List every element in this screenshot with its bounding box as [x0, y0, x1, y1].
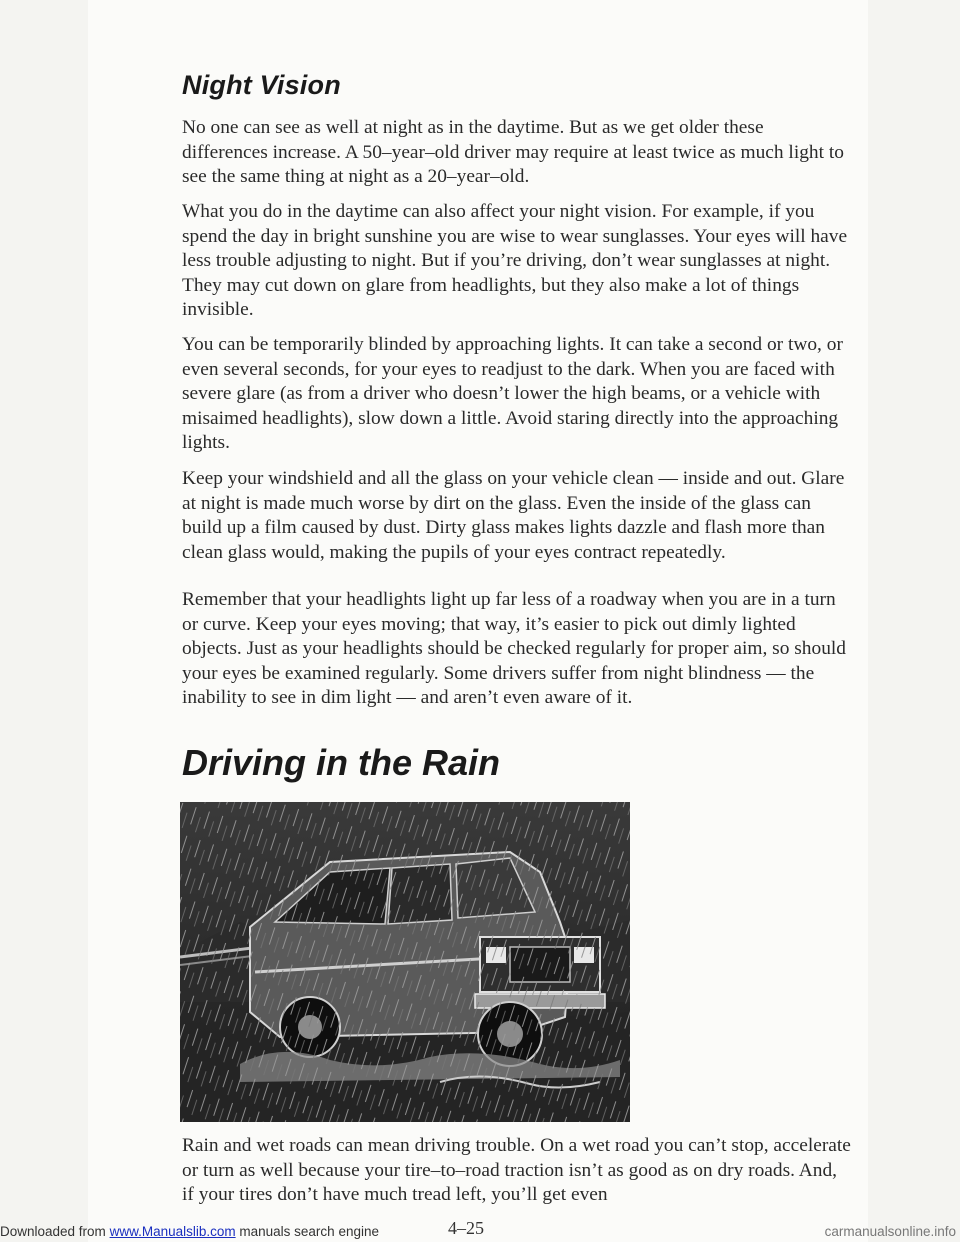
footer-suffix: manuals search engine: [239, 1224, 379, 1239]
rain-driving-illustration: [180, 802, 630, 1122]
paragraph: No one can see as well at night as in the daytime. But as we get older these differences increase. A 50–year–old driver may require at least twice as much light to see the same thing at night as a 20–year–old.: [182, 117, 844, 188]
download-footer: [0, 1224, 379, 1239]
paragraph: What you do in the daytime can also affect your night vision. For example, if you spend the day in bright sunshine you are wise to wear sunglasses. Your eyes will have less trouble adjusting to night. But if you’re driving, don’t wear sunglasses at night. They may cut down on glare from headlights, but they also make a lot of things invisible.: [182, 201, 848, 321]
section-heading-driving-in-rain: Driving in the Rain: [182, 742, 501, 783]
paragraph: Keep your windshield and all the glass on your vehicle clean — inside and out. Glare at night is made much worse by dirt on the glass. Even the inside of the glass can build up a film caused by dust. Dirty glass makes lights dazzle and flash more than clean glass would, making the pupils of your eyes contract repeatedly.: [182, 468, 845, 563]
paragraph: Rain and wet roads can mean driving trouble. On a wet road you can’t stop, accelerate or turn as well because your tire–to–road traction isn’t as good as on dry roads. And, if your tires don’t have much tread left, you’ll get even: [182, 1135, 851, 1206]
section-heading-night-vision: Night Vision: [182, 70, 341, 100]
footer-prefix: Downloaded from: [0, 1224, 106, 1239]
page-number: 4–25: [448, 1218, 484, 1238]
paragraph: You can be temporarily blinded by approaching lights. It can take a second or two, or even several seconds, for your eyes to readjust to the dark. When you are faced with severe glare (as from a driver who doesn’t lower the high beams, or a vehicle with misaimed headlights), slow down a little. Avoid staring directly into the approaching lights.: [182, 334, 843, 454]
paragraph: Remember that your headlights light up far less of a roadway when you are in a turn or curve. Keep your eyes moving; that way, it’s easier to pick out dimly lighted objects. Just as your headlights should be checked regularly for proper aim, so should your eyes be examined regularly. Some drivers suffer from night blindness — the inability to see in dim light — and aren’t even aware of it.: [182, 589, 846, 709]
suburban-in-rain-illustration: [180, 802, 630, 1122]
manualslib-link[interactable]: www.Manualslib.com: [109, 1224, 236, 1239]
watermark: carmanualsonline.info: [824, 1224, 956, 1239]
